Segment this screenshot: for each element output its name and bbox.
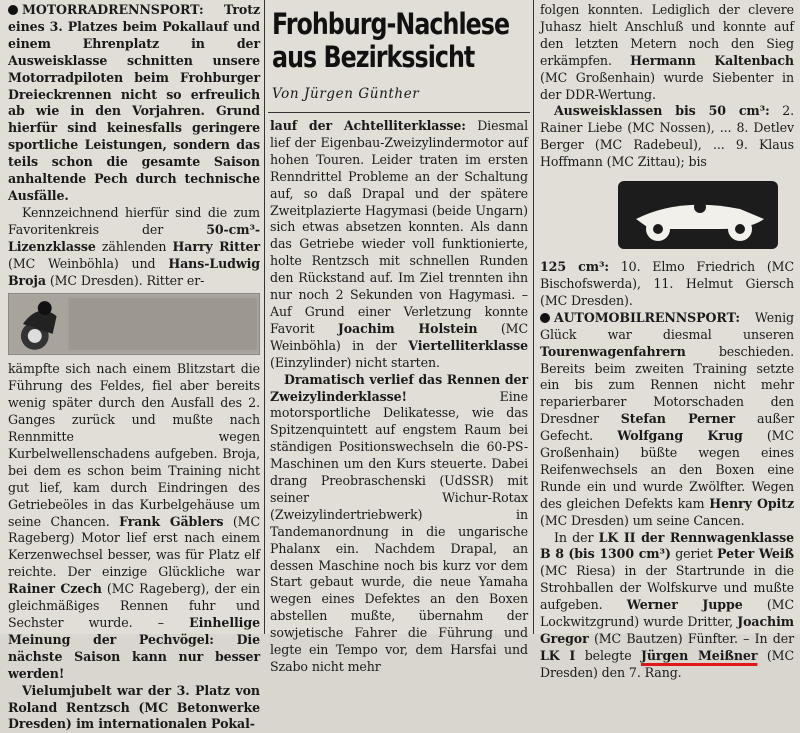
motorcycle-photo-svg [9, 294, 259, 354]
text-run: (MC Weinböhla) und [8, 255, 156, 271]
rider-name: Hans-Ludwig Broja [8, 255, 260, 288]
headline-line-1: Frohburg-Nachlese [272, 7, 510, 41]
class-name: LK I [540, 647, 576, 663]
emphasis-text: Vielumjubelt war der 3. Platz von Roland Rentzsch (MC Betonwerke Dresden) im internationalen Pokal- [8, 682, 260, 732]
paragraph-vielumjubelt [8, 683, 260, 733]
rider-name: Frank Gäblers [119, 513, 224, 529]
column-rule-left [264, 0, 265, 634]
paragraph-kennzeichnend [8, 205, 260, 290]
driver-name: Joachim Gregor [540, 614, 794, 646]
class-name: 125 cm³: [540, 259, 609, 275]
text-run: Wenig Glück war diesmal unseren [540, 309, 794, 342]
column-rule-right [533, 0, 534, 634]
rider-name: Hermann Kaltenbach [630, 52, 794, 68]
paragraph-motorradrennsport [8, 2, 260, 205]
class-name: LK II der Rennwagenklasse B 8 [540, 529, 795, 562]
text-run: zählenden [101, 238, 167, 254]
text-run: belegte [584, 647, 632, 663]
paragraph-125ccm [540, 259, 794, 310]
column-3 [540, 2, 795, 680]
headline-line-2: aus Bezirkssicht [272, 40, 475, 74]
column-2 [270, 118, 529, 674]
byline: Von Jürgen Günther [272, 86, 420, 102]
text-run: (MC Weinböhla) in der [270, 320, 529, 353]
rider-name: Harry Ritter [172, 238, 260, 254]
motorcycle-photo-icon [8, 293, 260, 355]
rider-name: Joachim Holstein [337, 320, 478, 336]
text-run: (MC Dresden) um seine Cancen. [540, 512, 745, 528]
text-run: (MC Großenhain) büßte wegen eines Reifenwechsels an den Boxen eine Runde ein und wurde Zwölfter. Wegen des gleichen Defekts kam [540, 428, 795, 511]
bullet-icon [8, 5, 18, 15]
emphasis-text: Dramatisch verlief das Rennen der Zweizylinderklasse! [270, 371, 528, 404]
text-run: (MC Lockwitzgrund) wurde Dritter, [540, 597, 795, 630]
paragraph-dramatisch [270, 372, 528, 676]
bullet-icon [540, 313, 550, 323]
class-name: Viertelliterklasse [408, 337, 528, 353]
class-name: (bis 1300 cm³) [568, 546, 671, 562]
driver-name: Wolfgang Krug [617, 428, 743, 444]
paragraph-kaempfte [8, 361, 260, 682]
text-run: (MC Rageberg), der ein gleichmäßiges Rennen fuhr und Sechster wurde. – [8, 581, 260, 630]
text-run: Eine motorsportliche Delikatesse, wie das Spitzenquintett auf engstem Raum bei ständigen Positionswechseln die 60-PS-Maschinen um den Kurs steuerte. Dabei drang Preobraschenski (UdSSR) mit seiner Wichur-Rotax (Zweizylindertriebwerk) in Tandemanordnung in die ungarische Phalanx ein. Nachdem Drapal, an dessen Maschine noch bis kurz vor dem Start gebaut wurde, die neue Yamaha wegen eines Defektes an den Boxen abstellen mußte, übernahm der sowjetische Fahrer die Führung und legte ein Tempo vor, dem Harsfai und Szabo nicht mehr [270, 388, 528, 674]
class-name: Tourenwagenfahrern [540, 343, 686, 359]
text-run: (MC Riesa) in der Startrunde in die Strohballen der Wolfskurve und mußte aufgeben. [540, 563, 794, 613]
paragraph-ausweisklassen [540, 103, 794, 171]
text-run: (MC Bautzen) Fünfter. – In der [593, 631, 794, 646]
text-run: (Einzylinder) nicht starten. [270, 354, 440, 370]
text-run: Kennzeichnend hierfür sind die zum Favoritenkreis der [8, 204, 260, 237]
paragraph-lk2 [540, 530, 794, 682]
section-head-automobil: AUTOMOBILRENNSPORT: [554, 309, 740, 325]
section-head-motorrad: MOTORRADRENNSPORT: [22, 2, 204, 17]
race-car-svg [540, 175, 794, 253]
column-1 [8, 2, 260, 732]
paragraph-achtelliter [270, 118, 528, 372]
lead-text: Trotz eines 3. Platzes beim Pokallauf und einem Ehrenplatz in der Ausweisklasse schnitten unsere Motorradpiloten beim Frohburger Dreieckrennen nicht so erfreulich ab wie in den Vorjahren. Grund hierfür sind keinesfalls geringere sportliche Leistungen, sondern das teils schon die gesamte Saison anhaltende Pech durch technische Ausfälle. [8, 2, 260, 203]
article-headline [272, 7, 510, 74]
text-run: (MC Großenhain) wurde Siebenter in der DDR-Wertung. [540, 69, 794, 102]
driver-name-highlighted: Jürgen Meißner [641, 647, 758, 663]
text-run: Diesmal lief der Eigenbau-Zweizylindermotor auf hohen Touren. Leider traten im ersten Renndrittel Probleme an der Schaltung auf, so daß Drapal und der spätere Zweitplazierte Hagymasi (beide Ungarn) sich etwas absetzen konnten. Als dann das Getriebe wieder voll funktionierte, holte Rentzsch mit schnellen Runden den Rückstand auf. Im Ziel trennten ihn nur noch 2 Sekunden von Hagymasi. – Auf Grund einer Verletzung konnte Favorit [270, 118, 529, 336]
text-run: 10. Elmo Friedrich (MC Bischofswerda), 11. Helmut Giersch (MC Dresden). [540, 259, 794, 308]
emphasis-text: Einhellige Meinung der Pechvögel: Die nächste Saison kann nur besser werden! [8, 615, 260, 681]
paragraph-automobilrennsport [540, 310, 794, 530]
paragraph-folgen [540, 2, 794, 103]
rider-name: Rainer Czech [8, 581, 102, 597]
race-car-drawing-icon [540, 175, 794, 253]
text-run: geriet [675, 546, 713, 562]
driver-name: Peter Weiß [717, 546, 794, 562]
driver-name: Stefan Perner [620, 411, 736, 427]
class-name: lauf der Achtelliterklasse: [270, 118, 466, 133]
driver-name: Werner Juppe [626, 597, 743, 613]
text-run: folgen konnten. Lediglich der clevere Juhasz hielt Anschluß und konnte auf den letzten Metern noch den Sieg erkämpfen. [540, 2, 794, 68]
text-run: (MC Dresden). Ritter er- [49, 272, 205, 288]
class-name: 50-cm³-Lizenzklasse [8, 221, 260, 254]
text-run: 2. Rainer Liebe (MC Nossen), ... 8. Detlev Berger (MC Radebeul), ... 9. Klaus Hoffmann (MC Zittau); bis [540, 103, 795, 170]
text-run: beschieden. Bereits beim zweiten Training setzte ein bis zum Rennen nicht mehr reparierbarer Motorschaden den Dresdner [540, 343, 794, 427]
class-name: Ausweisklassen bis 50 cm³: [554, 103, 770, 119]
text-run: kämpfte sich nach einem Blitzstart die Führung des Feldes, fiel aber bereits wenig später durch den Ausfall des 2. Ganges zurück und mußte nach Rennmitte wegen Kurbelwellenschadens aufgeben. Broja, bei dem es schon beim Training nicht gut lief, kam durch Eindringen des Getriebeöles in das Kurbelgehäuse um seine Chancen. [8, 361, 260, 529]
text-run: außer Gefecht. [540, 411, 794, 444]
driver-name: Henry Opitz [709, 495, 794, 511]
text-run: (MC Dresden) den 7. Rang. [540, 647, 794, 680]
text-run: (MC Rageberg) Motor lief erst nach einem Kerzenwechsel besser, was für Platz elf reichte. Der einzige Glückliche war [8, 513, 260, 580]
text-run: In der [554, 529, 594, 545]
headline-rule [268, 112, 530, 113]
